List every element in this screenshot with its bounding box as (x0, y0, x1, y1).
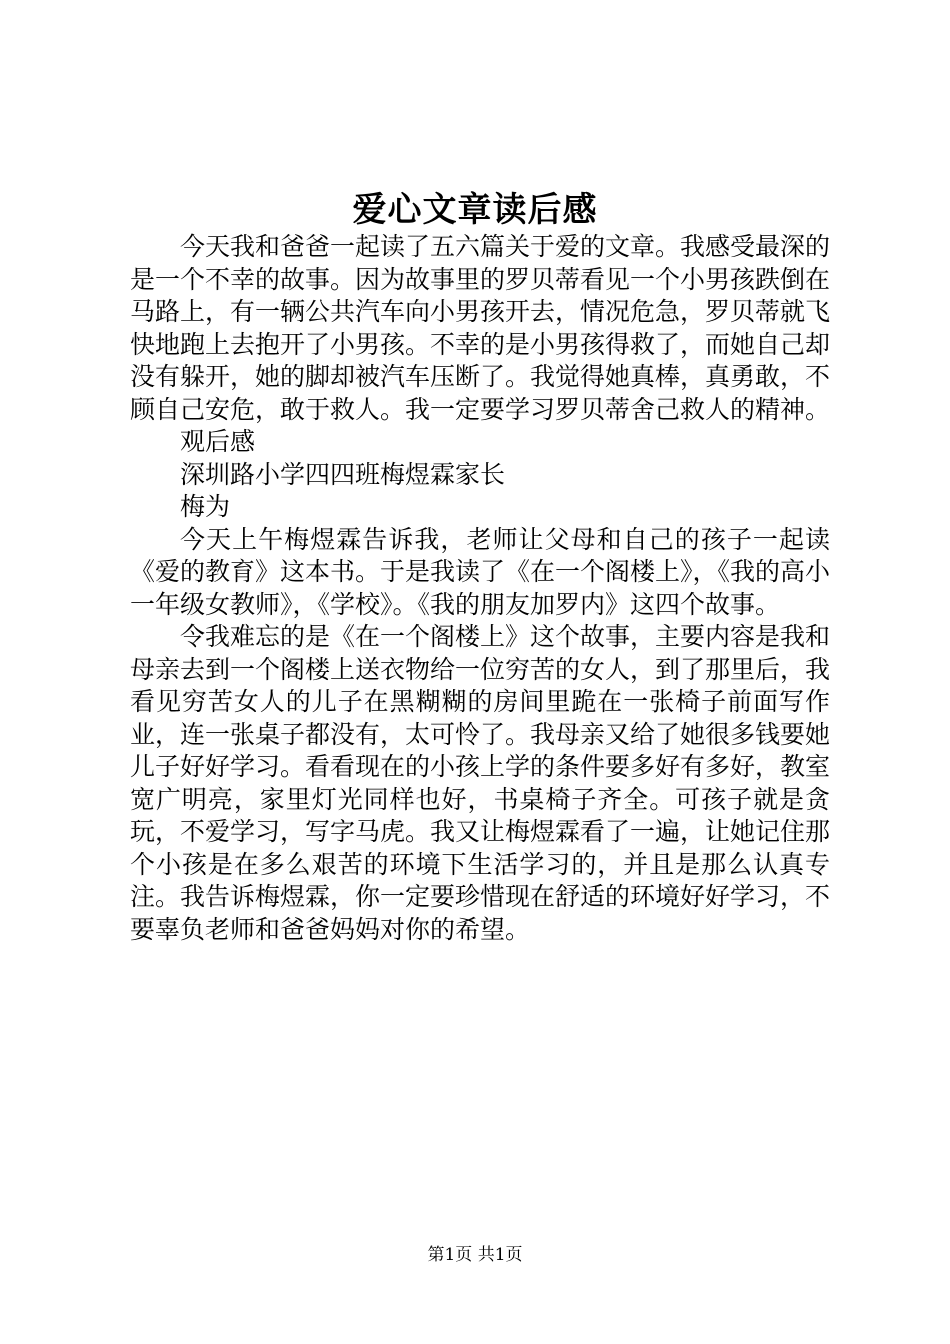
page-title: 爱心文章读后感 (352, 190, 598, 230)
paragraph-author-affiliation: 深圳路小学四四班梅煜霖家长 (180, 459, 506, 489)
page-footer: 第1页 共1页 (427, 1245, 523, 1265)
paragraph-reading-reflection: 令我难忘的是《在一个阁楼上》这个故事，主要内容是我和母亲去到一个阁楼上送衣物给一位穷苦的女人，到了那里后，我看见穷苦女人的儿子在黑糊糊的房间里跪在一张椅子前面写作业，连一张桌子都没有，太可怜了。我母亲又给了她很多钱要她儿子好好学习。看看现在的小孩上学的条件要多好有多好，教室宽广明亮，家里灯光同样也好，书桌椅子齐全。可孩子就是贪玩，不爱学习，写字马虎。我又让梅煜霖看了一遍，让她记住那个小孩是在多么艰苦的环境下生活学习的，并且是那么认真专注。我告诉梅煜霖，你一定要珍惜现在舒适的环境好好学习，不要辜负老师和爸爸妈妈对你的希望。 (130, 622, 831, 944)
paragraph-heading-reflection: 观后感 (180, 427, 256, 456)
document-body (130, 231, 830, 946)
paragraph-story-summary: 今天我和爸爸一起读了五六篇关于爱的文章。我感受最深的是一个不幸的故事。因为故事里的罗贝蒂看见一个小男孩跌倒在马路上，有一辆公共汽车向小男孩开去，情况危急，罗贝蒂就飞快地跑上去抱开了小男孩。不幸的是小男孩得救了，而她自己却没有躲开，她的脚却被汽车压断了。我觉得她真棒，真勇敢，不顾自己安危，敢于救人。我一定要学习罗贝蒂舍己救人的精神。 (130, 232, 831, 424)
paragraph-author-name: 梅为 (180, 492, 231, 521)
paragraph-reading-intro: 今天上午梅煜霖告诉我，老师让父母和自己的孩子一起读《爱的教育》这本书。于是我读了《在一个阁楼上》，《我的高小一年级女教师》，《学校》。《我的朋友加罗内》这四个故事。 (130, 524, 831, 619)
